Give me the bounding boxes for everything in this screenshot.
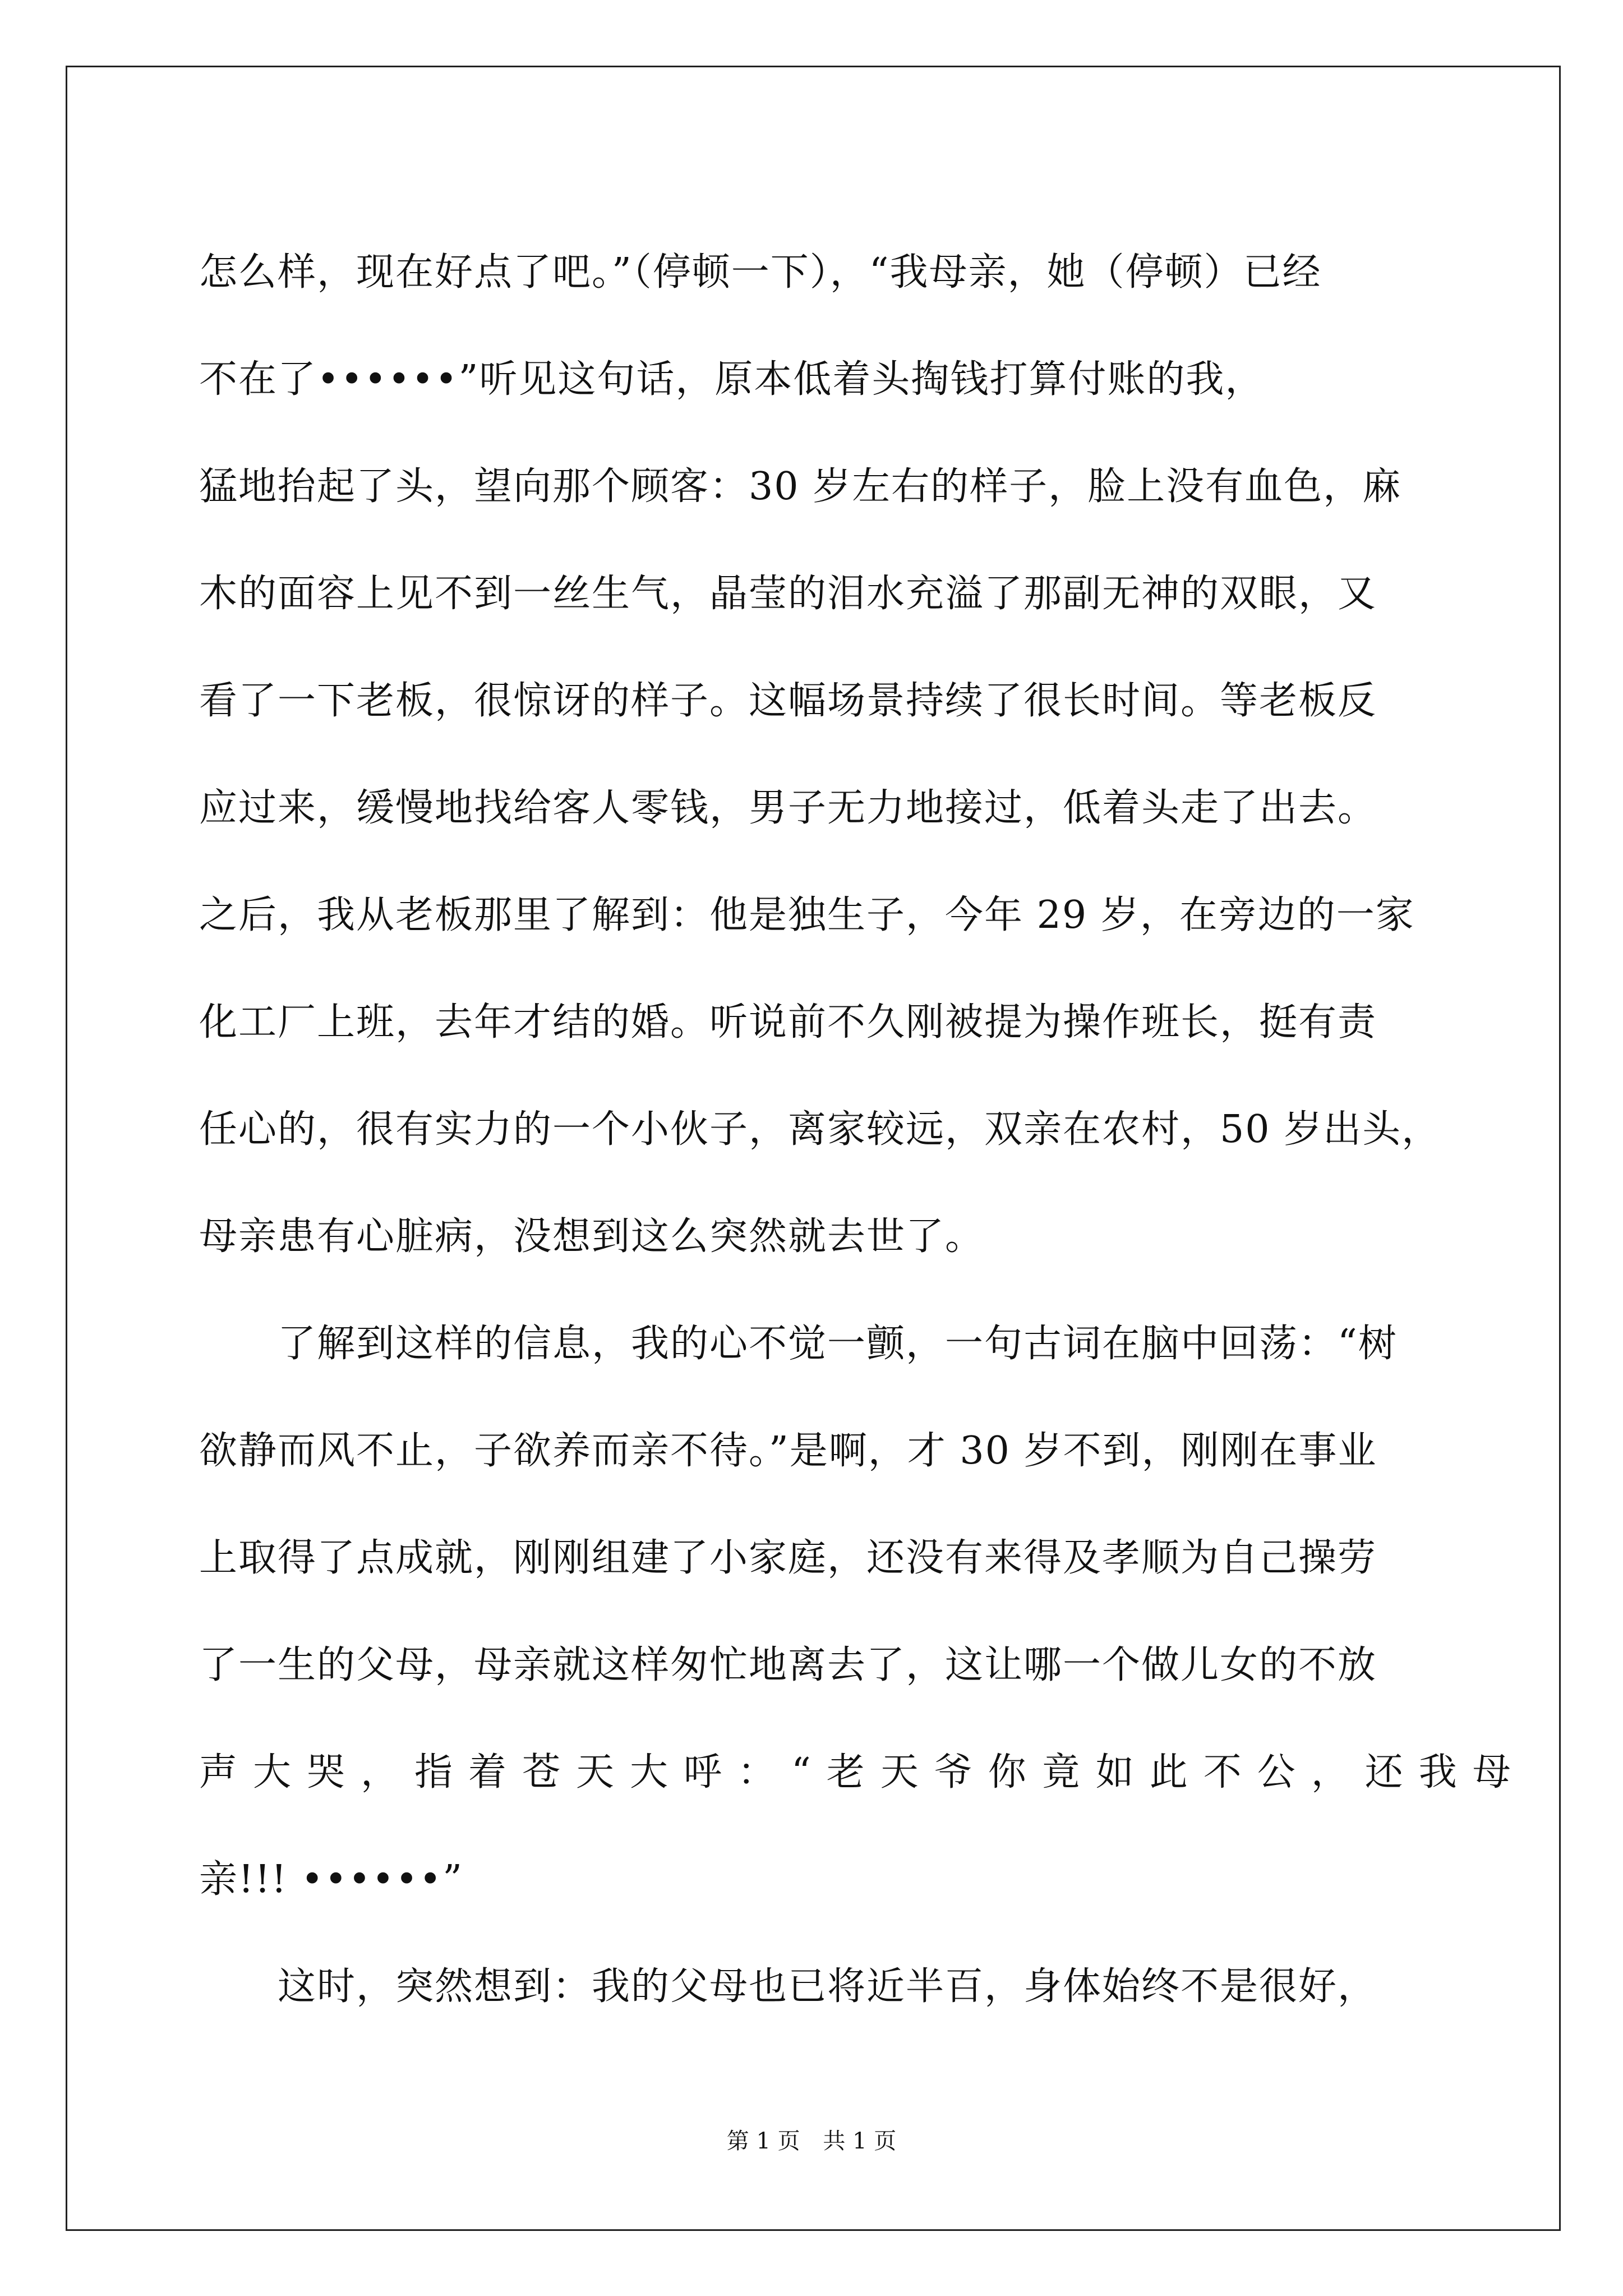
page-total: 共 1 页 xyxy=(823,2128,897,2154)
text-line: 化工厂上班，去年才结的婚。听说前不久刚被提为操作班长，挺有责 xyxy=(199,1000,1377,1045)
text-line: 不在了••••••”听见这句话，原本低着头掏钱打算付账的我， xyxy=(199,357,1265,402)
text-line: 母亲患有心脏病，没想到这么突然就去世了。 xyxy=(199,1214,985,1259)
document-body xyxy=(199,219,1527,2040)
text-line: 欲静而风不止，子欲养而亲不待。”是啊，才 30 岁不到，刚刚在事业 xyxy=(199,1429,1377,1473)
paragraph-1 xyxy=(199,219,1441,1290)
text-line: 木的面容上见不到一丝生气，晶莹的泪水充溢了那副无神的双眼，又 xyxy=(199,572,1377,616)
page-footer xyxy=(0,2127,1623,2155)
text-line: 之后，我从老板那里了解到：他是独生子，今年 29 岁，在旁边的一家 xyxy=(199,893,1415,937)
text-line: 猛地抬起了头，望向那个顾客：30 岁左右的样子，脸上没有血色，麻 xyxy=(199,464,1402,509)
text-line: 看了一下老板，很惊讶的样子。这幅场景持续了很长时间。等老板反 xyxy=(199,679,1377,723)
text-line: 声大哭，指着苍天大呼：“老天爷你竟如此不公，还我母 xyxy=(199,1750,1527,1795)
text-line: 上取得了点成就，刚刚组建了小家庭，还没有来得及孝顺为自己操劳 xyxy=(199,1536,1377,1580)
paragraph-3 xyxy=(199,1933,1430,2040)
text-line: 这时，突然想到：我的父母也已将近半百，身体始终不是很好， xyxy=(278,1964,1377,2009)
page-number: 第 1 页 xyxy=(726,2128,800,2154)
text-line: 应过来，缓慢地找给客人零钱，男子无力地接过，低着头走了出去。 xyxy=(199,786,1377,830)
text-line: 亲!!! ••••••” xyxy=(199,1857,464,1902)
text-line: 怎么样，现在好点了吧。”（停顿一下），“我母亲，她（停顿）已经 xyxy=(199,250,1322,295)
text-line: 了解到这样的信息，我的心不觉一颤，一句古词在脑中回荡：“树 xyxy=(278,1322,1398,1366)
text-line: 任心的，很有实力的一个小伙子，离家较远，双亲在农村，50 岁出头， xyxy=(199,1107,1441,1152)
text-line: 了一生的父母，母亲就这样匆忙地离去了，这让哪一个做儿女的不放 xyxy=(199,1643,1377,1687)
paragraph-2 xyxy=(199,1290,1527,1933)
